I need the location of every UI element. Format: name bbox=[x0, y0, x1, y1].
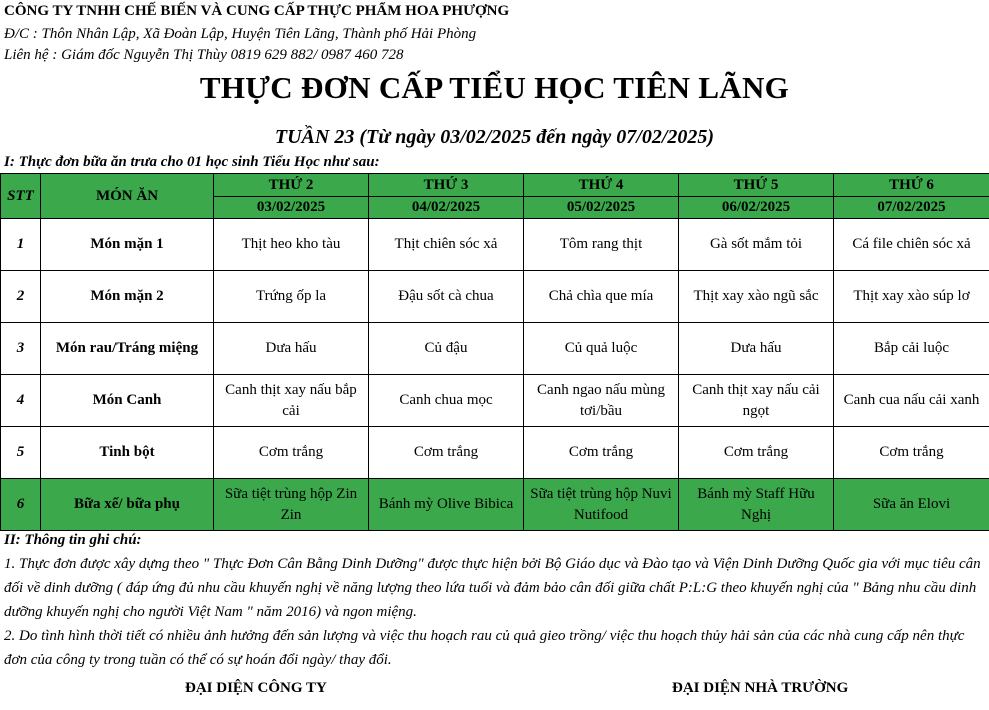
menu-table bbox=[0, 173, 989, 531]
company-address: Đ/C : Thôn Nhân Lập, Xã Đoàn Lập, Huyện Tiên Lãng, Thành phố Hải Phòng bbox=[4, 26, 477, 42]
day-header: THỨ 6 bbox=[834, 174, 989, 197]
menu-cell: Cơm trắng bbox=[214, 427, 369, 479]
dish-type: Bữa xế/ bữa phụ bbox=[41, 479, 214, 531]
day-header: THỨ 3 bbox=[369, 174, 524, 197]
dish-type: Tinh bột bbox=[41, 427, 214, 479]
day-header: THỨ 5 bbox=[679, 174, 834, 197]
dish-type: Món mặn 2 bbox=[41, 271, 214, 323]
school-signature-label: ĐẠI DIỆN NHÀ TRƯỜNG bbox=[672, 680, 849, 696]
menu-cell: Thịt chiên sóc xả bbox=[369, 219, 524, 271]
date-header: 03/02/2025 bbox=[214, 197, 369, 219]
menu-cell: Canh cua nấu cải xanh bbox=[834, 375, 989, 427]
menu-cell: Tôm rang thịt bbox=[524, 219, 679, 271]
note-1: 1. Thực đơn được xây dựng theo " Thực Đơn Cân Bằng Dinh Dưỡng" được thực hiện bởi Bộ Giáo dục và Đào tạo và Viện Dinh Dưỡng Quốc gia với mục tiêu cân đối về dinh dưỡng ( đáp ứng đủ nhu cầu khuyến nghị về năng lượng theo lứa tuổi và đảm bảo cân đối giữa chất P:L:G theo khuyến nghị của " Bảng nhu cầu dinh dưỡng khuyến nghị cho người Việt Nam " năm 2016) và ngon miệng. bbox=[4, 556, 981, 620]
row-number: 5 bbox=[1, 427, 41, 479]
menu-cell: Canh thịt xay nấu cải ngọt bbox=[679, 375, 834, 427]
table-row bbox=[1, 219, 989, 271]
menu-cell: Sữa tiệt trùng hộp Zin Zin bbox=[214, 479, 369, 531]
dish-header: MÓN ĂN bbox=[41, 174, 214, 219]
company-name: CÔNG TY TNHH CHẾ BIẾN VÀ CUNG CẤP THỰC PHẨM HOA PHƯỢNG bbox=[4, 3, 510, 19]
menu-cell: Cá file chiên sóc xả bbox=[834, 219, 989, 271]
week-range: TUẦN 23 (Từ ngày 03/02/2025 đến ngày 07/02/2025) bbox=[274, 126, 715, 148]
menu-cell: Thịt xay xào súp lơ bbox=[834, 271, 989, 323]
document-title: THỰC ĐƠN CẤP TIỂU HỌC TIÊN LÃNG bbox=[199, 70, 790, 105]
menu-cell: Đậu sốt cà chua bbox=[369, 271, 524, 323]
day-header: THỨ 4 bbox=[524, 174, 679, 197]
row-number: 3 bbox=[1, 323, 41, 375]
menu-cell: Cơm trắng bbox=[834, 427, 989, 479]
menu-cell: Dưa hấu bbox=[679, 323, 834, 375]
stt-header: STT bbox=[1, 174, 41, 219]
table-row bbox=[1, 479, 989, 531]
menu-cell: Cơm trắng bbox=[679, 427, 834, 479]
section-1-heading: I: Thực đơn bữa ăn trưa cho 01 học sinh Tiểu Học như sau: bbox=[4, 154, 380, 170]
menu-cell: Canh chua mọc bbox=[369, 375, 524, 427]
date-header: 04/02/2025 bbox=[369, 197, 524, 219]
section-2-heading: II: Thông tin ghi chú: bbox=[4, 532, 142, 548]
dish-type: Món Canh bbox=[41, 375, 214, 427]
menu-cell: Canh ngao nấu mùng tơi/bầu bbox=[524, 375, 679, 427]
note-2: 2. Do tình hình thời tiết có nhiều ảnh hưởng đến sản lượng và việc thu hoạch rau củ quả gieo trồng/ việc thu hoạch thủy hải sản của các nhà cung cấp nên thực đơn của công ty trong tuần có thể có sự hoán đổi ngày/ thay đổi. bbox=[4, 628, 965, 668]
menu-cell: Trứng ốp la bbox=[214, 271, 369, 323]
menu-cell: Sữa ăn Elovi bbox=[834, 479, 989, 531]
day-header: THỨ 2 bbox=[214, 174, 369, 197]
menu-cell: Bánh mỳ Staff Hữu Nghị bbox=[679, 479, 834, 531]
menu-cell: Thịt heo kho tàu bbox=[214, 219, 369, 271]
date-header: 05/02/2025 bbox=[524, 197, 679, 219]
date-header: 07/02/2025 bbox=[834, 197, 989, 219]
table-row bbox=[1, 427, 989, 479]
table-row bbox=[1, 271, 989, 323]
menu-cell: Canh thịt xay nấu bắp cải bbox=[214, 375, 369, 427]
menu-cell: Chả chìa que mía bbox=[524, 271, 679, 323]
menu-cell: Củ đậu bbox=[369, 323, 524, 375]
row-number: 1 bbox=[1, 219, 41, 271]
dish-type: Món mặn 1 bbox=[41, 219, 214, 271]
dish-type: Món rau/Tráng miệng bbox=[41, 323, 214, 375]
table-row bbox=[1, 375, 989, 427]
menu-cell: Cơm trắng bbox=[524, 427, 679, 479]
menu-cell: Sữa tiệt trùng hộp Nuvi Nutifood bbox=[524, 479, 679, 531]
date-header: 06/02/2025 bbox=[679, 197, 834, 219]
row-number: 4 bbox=[1, 375, 41, 427]
menu-cell: Dưa hấu bbox=[214, 323, 369, 375]
row-number: 2 bbox=[1, 271, 41, 323]
menu-cell: Gà sốt mắm tỏi bbox=[679, 219, 834, 271]
menu-cell: Bánh mỳ Olive Bibica bbox=[369, 479, 524, 531]
menu-cell: Bắp cải luộc bbox=[834, 323, 989, 375]
company-contact: Liên hệ : Giám đốc Nguyễn Thị Thùy 0819 629 882/ 0987 460 728 bbox=[4, 47, 404, 63]
table-row bbox=[1, 323, 989, 375]
header-row-days bbox=[1, 174, 989, 197]
menu-cell: Cơm trắng bbox=[369, 427, 524, 479]
menu-cell: Thịt xay xào ngũ sắc bbox=[679, 271, 834, 323]
row-number: 6 bbox=[1, 479, 41, 531]
menu-cell: Củ quả luộc bbox=[524, 323, 679, 375]
company-signature-label: ĐẠI DIỆN CÔNG TY bbox=[185, 680, 327, 696]
